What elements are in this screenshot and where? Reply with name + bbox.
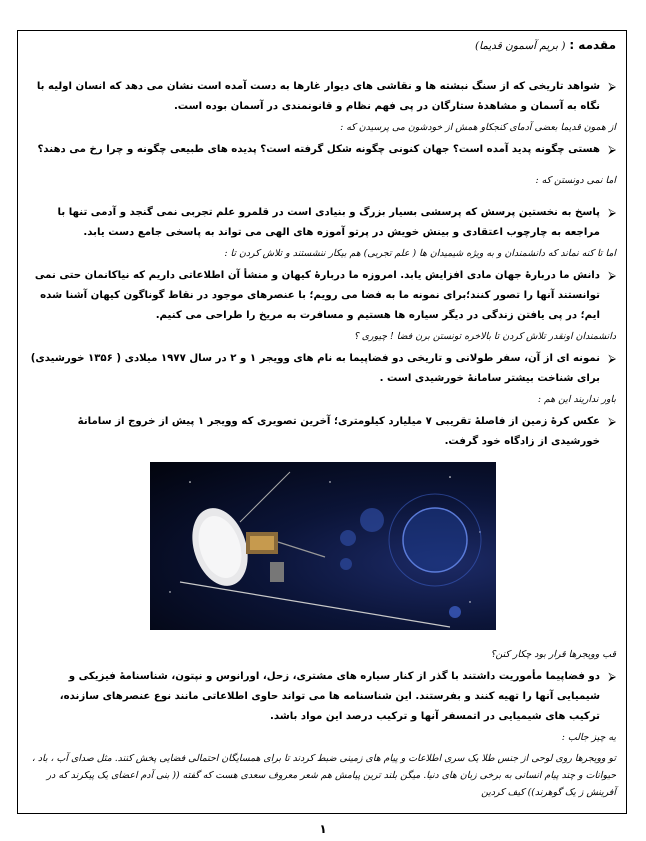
note-text: دانشمندان اونقدر تلاش کردن تا بالاخره تونستن برن فضا ! چیوری ؟ bbox=[353, 331, 616, 342]
bullet-paragraph: ⮚ شواهد تاریخی که از سنگ نبشته ها و نقاشی های دیوار غارها به دست آمده است نشان می دهد که انسان اولیه با نگاه به آسمان و مشاهدهٔ ستارگان در پی فهم نظام و قانونمندی در آسمان بوده است. bbox=[30, 77, 616, 117]
bullet-paragraph: ⮚ دانش ما دربارهٔ جهان مادی افزایش یابد. امروزه ما دربارهٔ کیهان و منشأ آن اطلاعاتی داریم که نیاکانمان حتی نمی توانستند آنها را تصور کنند؛برای نمونه ما به فضا می رویم؛ با عنصرهای موجود در نقاط گوناگون کیهان آشنا شده ایم؛ در پی یافتن زندگی در دیگر سیاره ها هستیم و مسافرت به مریخ را طراحی می کنیم. bbox=[30, 266, 616, 326]
note-text: قب وویجرها قرار بود چکار کنن؟ bbox=[490, 649, 616, 660]
heading-title: مقدمه : bbox=[569, 38, 616, 52]
bullet-paragraph: ⮚ عکس کرهٔ زمین از فاصلهٔ تقریبی ۷ میلیارد کیلومتری؛ آخرین تصویری که وویجر ۱ پیش از خروج از سامانهٔ خورشیدی از زادگاه خود گرفت. bbox=[30, 412, 616, 452]
checkmark-bullet-icon: ⮚ bbox=[608, 670, 616, 683]
voyager-spacecraft-image bbox=[150, 462, 496, 630]
note-text: اما تا کنه نماند که دانشمندان و به ویژه شیمیدان ها ( علم تجربی) هم بیکار ننشستند و تلاش کردن تا : bbox=[224, 248, 616, 259]
bullet-paragraph: ⮚ پاسخ به نخستین پرسش که پرسشی بسیار بزرگ و بنیادی است در قلمرو علم تجربی نمی گنجد و آدمی تنها با مراجعه به چارچوب اعتقادی و بینش خویش در پرتو آموزه های الهی می تواند به پاسخی جامع دست یابد. bbox=[30, 203, 616, 243]
checkmark-bullet-icon: ⮚ bbox=[608, 352, 616, 365]
note-text: یه چیز جالب : bbox=[561, 732, 616, 743]
bullet-paragraph: ⮚ دو فضاپیما مأموریت داشتند با گذر از کنار سیاره های مشتری، زحل، اورانوس و نپتون، شناسنامهٔ فیزیکی و شیمیایی آنها را تهیه کنند و بفرستند. این شناسنامه ها می تواند حاوی اطلاعاتی مانند نوع عنصرهای سازنده، ترکیب های شیمیایی در اتمسفر آنها و ترکیب درصد این مواد باشد. bbox=[30, 667, 616, 727]
page-number: ۱ bbox=[319, 822, 327, 836]
heading-subtitle: ( بریم آسمون قدیما) bbox=[475, 40, 566, 52]
intro-heading bbox=[30, 36, 616, 55]
checkmark-bullet-icon: ⮚ bbox=[608, 269, 616, 282]
note-text: تو وویجرها روی لوحی از جنس طلا یک سری اطلاعات و پیام های زمینی ضبط کردند تا برای همسایگان احتمالی فضایی پخش کنند. مثل صدای آب ، باد ، حیوانات و چند پیام انسانی به برخی زبان های دنیا. میگن بلند ترین پیامش هم شعر معروف سعدی هست که گفته (( بنی آدم اعضای یک پیکرند که در آفرینش ز یک گوهرند)) کیف کردین bbox=[31, 753, 616, 798]
checkmark-bullet-icon: ⮚ bbox=[608, 206, 616, 219]
checkmark-bullet-icon: ⮚ bbox=[608, 80, 616, 93]
checkmark-bullet-icon: ⮚ bbox=[608, 143, 616, 156]
bullet-paragraph: ⮚ نمونه ای از آن، سفر طولانی و تاریخی دو فضاپیما به نام های وویجر ۱ و ۲ در سال ۱۹۷۷ میلادی ( ۱۳۵۶ خورشیدی) برای شناخت بیشتر سامانهٔ خورشیدی است . bbox=[30, 349, 616, 389]
note-text: باور نداریند این هم : bbox=[537, 394, 616, 405]
checkmark-bullet-icon: ⮚ bbox=[608, 415, 616, 428]
document-body bbox=[30, 36, 616, 805]
note-text: اما نمی دونستن که : bbox=[535, 175, 616, 186]
note-text: از همون قدیما بعضی آدمای کنجکاو همش از خودشون می پرسیدن که : bbox=[340, 122, 616, 133]
bullet-paragraph: ⮚ هستی چگونه پدید آمده است؟ جهان کنونی چگونه شکل گرفته است؟ پدیده های طبیعی چگونه و چرا رخ می دهند؟ bbox=[30, 140, 616, 160]
